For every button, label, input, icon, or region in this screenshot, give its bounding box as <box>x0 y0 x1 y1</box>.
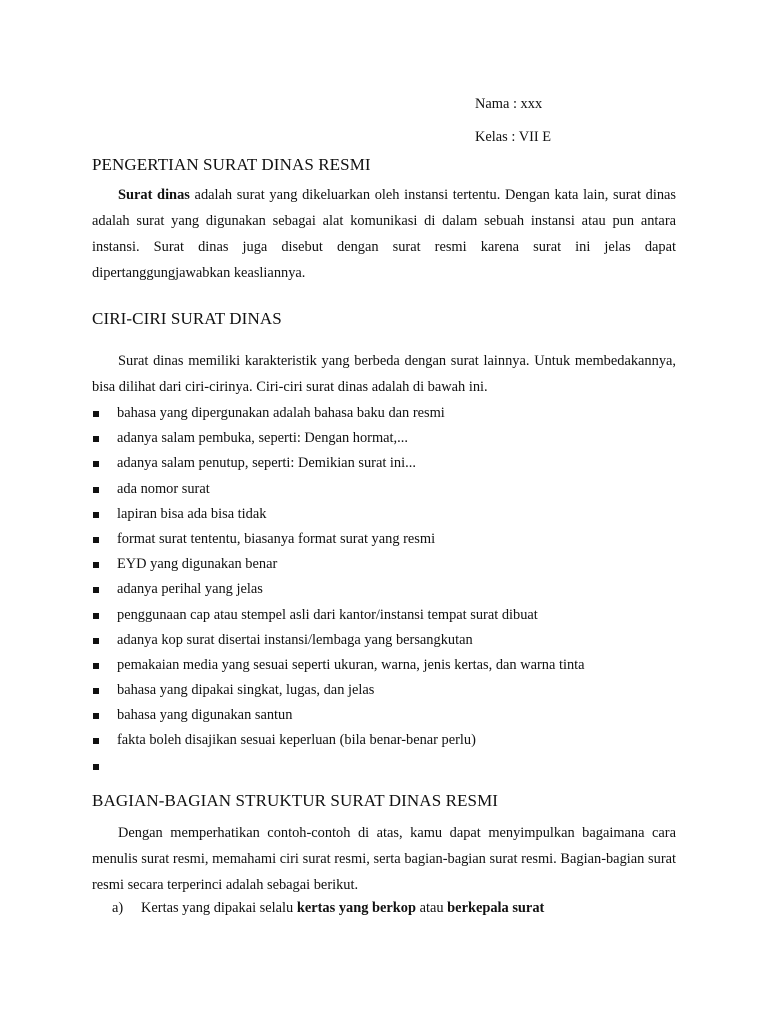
list-item-text: lapiran bisa ada bisa tidak <box>117 505 267 522</box>
list-item <box>92 754 682 779</box>
list-item-text: format surat tententu, biasanya format surat yang resmi <box>117 530 436 547</box>
list-item <box>92 451 682 476</box>
list-item-text: pemakaian media yang sesuai seperti ukuran, warna, jenis kertas, dan warna tinta <box>117 656 585 673</box>
square-bullet-icon <box>93 537 99 543</box>
list-item <box>92 502 682 527</box>
list-item <box>92 603 682 628</box>
square-bullet-icon <box>93 436 99 442</box>
square-bullet-icon <box>93 764 99 770</box>
square-bullet-icon <box>93 663 99 669</box>
list-marker: a) <box>112 900 124 916</box>
item-a-bold-1: kertas yang berkop <box>296 900 416 916</box>
student-class-line: Kelas : VII E <box>475 129 552 145</box>
square-bullet-icon <box>93 512 99 518</box>
term-surat-dinas: Surat dinas <box>118 187 190 203</box>
square-bullet-icon <box>93 587 99 593</box>
list-item-text: adanya kop surat disertai instansi/lembaga yang bersangkutan <box>117 631 473 648</box>
section-heading-ciri: CIRI-CIRI SURAT DINAS <box>92 309 282 328</box>
bagian-intro-text: Dengan memperhatikan contoh-contoh di atas, kamu dapat menyimpulkan bagaimana cara menulis surat resmi, memahami ciri surat resmi, serta bagian-bagian surat resmi. Bagian-bagian surat resmi secara terperinci adalah sebagai berikut. <box>92 825 676 893</box>
item-a-text-1: Kertas yang dipakai selalu <box>141 900 297 916</box>
list-item <box>92 703 682 728</box>
list-item <box>92 527 682 552</box>
list-item <box>92 628 682 653</box>
list-item <box>92 401 682 426</box>
list-item-text: bahasa yang dipakai singkat, lugas, dan jelas <box>117 682 375 699</box>
square-bullet-icon <box>93 487 99 493</box>
list-item <box>92 577 682 602</box>
list-item <box>92 678 682 703</box>
ciri-intro-text: Surat dinas memiliki karakteristik yang berbeda dengan surat lainnya. Untuk membedakannya, bisa dilihat dari ciri-cirinya. Ciri-ciri surat dinas adalah di bawah ini. <box>92 353 676 395</box>
list-item-text: adanya perihal yang jelas <box>117 581 263 598</box>
square-bullet-icon <box>93 738 99 744</box>
list-item-text: fakta boleh disajikan sesuai keperluan (bila benar-benar perlu) <box>117 732 476 749</box>
paragraph-definition <box>92 182 676 286</box>
list-item-text: bahasa yang digunakan santun <box>117 707 293 724</box>
ciri-bullet-list <box>92 401 682 779</box>
item-a-bold-2: berkepala surat <box>447 900 545 916</box>
list-item <box>92 477 682 502</box>
square-bullet-icon <box>93 613 99 619</box>
square-bullet-icon <box>93 638 99 644</box>
paragraph-ciri-intro <box>92 348 676 400</box>
item-a-text-2: atau <box>416 900 448 916</box>
square-bullet-icon <box>93 411 99 417</box>
list-item <box>92 552 682 577</box>
square-bullet-icon <box>93 461 99 467</box>
list-item-text: adanya salam pembuka, seperti: Dengan hormat,... <box>117 430 408 447</box>
paragraph-bagian-intro <box>92 820 676 898</box>
list-item-text: penggunaan cap atau stempel asli dari kantor/instansi tempat surat dibuat <box>117 606 538 623</box>
student-name-line: Nama : xxx <box>475 96 543 112</box>
list-item <box>92 728 682 753</box>
list-item-a <box>112 895 544 921</box>
section-heading-bagian: BAGIAN-BAGIAN STRUKTUR SURAT DINAS RESMI <box>92 791 499 810</box>
square-bullet-icon <box>93 562 99 568</box>
list-item <box>92 426 682 451</box>
definition-text: adalah surat yang dikeluarkan oleh instansi tertentu. Dengan kata lain, surat dinas adalah surat yang digunakan sebagai alat komunikasi di dalam sebuah instansi atau pun antara instansi. Surat dinas juga disebut dengan surat resmi karena surat ini jelas dapat dipertanggungjawabkan keasliannya. <box>92 187 676 281</box>
list-item-text: EYD yang digunakan benar <box>117 556 278 573</box>
section-heading-pengertian: PENGERTIAN SURAT DINAS RESMI <box>92 155 371 174</box>
list-item <box>92 653 682 678</box>
square-bullet-icon <box>93 688 99 694</box>
square-bullet-icon <box>93 713 99 719</box>
list-item-text: ada nomor surat <box>117 480 210 497</box>
list-item-text: bahasa yang dipergunakan adalah bahasa baku dan resmi <box>117 405 445 421</box>
list-item-text: adanya salam penutup, seperti: Demikian surat ini... <box>117 455 416 472</box>
